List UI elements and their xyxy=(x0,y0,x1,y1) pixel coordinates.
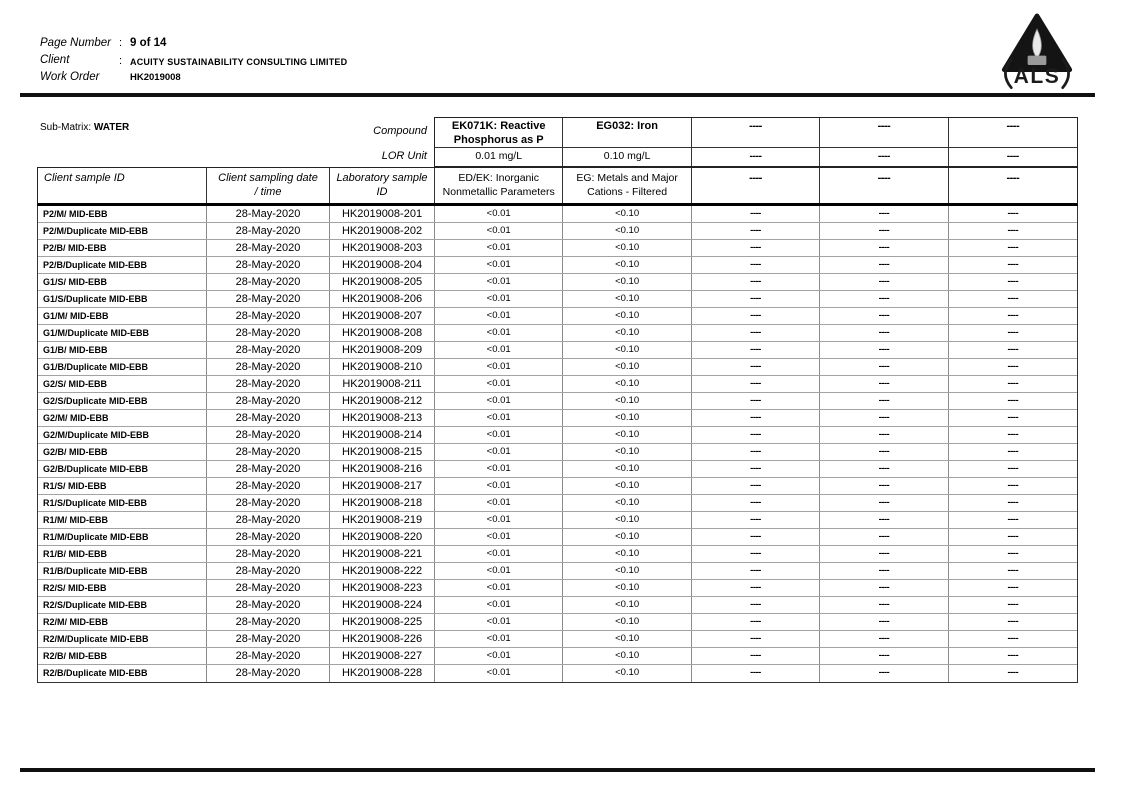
result-cell-phosphorus: <0.01 xyxy=(435,631,563,647)
page-number-value: 9 of 14 xyxy=(130,37,167,49)
result-cell-dash: ---- xyxy=(1007,616,1019,627)
sample-id-cell: R1/S/ MID-EBB xyxy=(38,478,207,494)
sampling-date-cell: 28-May-2020 xyxy=(207,427,330,443)
table-row xyxy=(38,529,1077,546)
table-row xyxy=(38,325,1077,342)
table-row xyxy=(38,444,1077,461)
table-row xyxy=(38,376,1077,393)
result-cell-iron: <0.10 xyxy=(563,648,691,664)
table-row xyxy=(38,614,1077,631)
sample-id-cell: G1/S/ MID-EBB xyxy=(38,274,207,290)
result-cell-dash: ---- xyxy=(1007,446,1019,457)
lab-sample-id-cell: HK2019008-203 xyxy=(330,240,435,256)
compound-row-label: Compound xyxy=(373,125,427,137)
table-body xyxy=(37,206,1078,683)
result-cell-phosphorus: <0.01 xyxy=(435,427,563,443)
result-cell-phosphorus: <0.01 xyxy=(435,580,563,596)
result-cell-phosphorus: <0.01 xyxy=(435,665,563,682)
lab-sample-id-cell: HK2019008-211 xyxy=(330,376,435,392)
col-header-lab-sample-id xyxy=(330,168,435,203)
table-row xyxy=(38,546,1077,563)
result-cell-iron: <0.10 xyxy=(563,563,691,579)
lab-sample-id-cell: HK2019008-208 xyxy=(330,325,435,341)
result-cell-dash: ---- xyxy=(1007,395,1019,406)
lab-sample-id-cell: HK2019008-207 xyxy=(330,308,435,324)
lor-col-3: ---- xyxy=(692,148,820,166)
lab-sample-id-cell: HK2019008-227 xyxy=(330,648,435,664)
result-cell-dash: ---- xyxy=(1007,259,1019,270)
result-cell-dash: ---- xyxy=(1007,293,1019,304)
client-colon: : xyxy=(119,55,123,67)
result-cell-dash: ---- xyxy=(1007,650,1019,661)
result-cell-dash: ---- xyxy=(1007,242,1019,253)
result-cell-iron: <0.10 xyxy=(563,342,691,358)
result-cell-iron: <0.10 xyxy=(563,529,691,545)
result-cell-dash: ---- xyxy=(692,461,820,477)
result-cell-phosphorus: <0.01 xyxy=(435,342,563,358)
result-cell-iron: <0.10 xyxy=(563,665,691,682)
result-cell-dash: ---- xyxy=(692,274,820,290)
table-row xyxy=(38,478,1077,495)
compound-col-2: EG032: Iron xyxy=(563,118,691,148)
sample-id-cell: R2/S/Duplicate MID-EBB xyxy=(38,597,207,613)
lab-sample-id-cell: HK2019008-213 xyxy=(330,410,435,426)
sample-id-cell: R2/B/ MID-EBB xyxy=(38,648,207,664)
sampling-date-cell: 28-May-2020 xyxy=(207,631,330,647)
result-cell-dash: ---- xyxy=(692,648,820,664)
lab-sample-id-cell: HK2019008-221 xyxy=(330,546,435,562)
lab-sample-id-cell: HK2019008-228 xyxy=(330,665,435,682)
result-cell-dash: ---- xyxy=(692,359,820,375)
result-cell-phosphorus: <0.01 xyxy=(435,495,563,511)
sampling-date-cell: 28-May-2020 xyxy=(207,223,330,239)
sampling-date-cell: 28-May-2020 xyxy=(207,529,330,545)
result-cell-dash: ---- xyxy=(692,308,820,324)
lab-sample-id-cell: HK2019008-223 xyxy=(330,580,435,596)
sampling-date-cell: 28-May-2020 xyxy=(207,546,330,562)
result-cell-dash: ---- xyxy=(820,580,948,596)
result-cell-dash: ---- xyxy=(820,665,948,682)
result-cell-dash: ---- xyxy=(692,410,820,426)
result-cell-dash: ---- xyxy=(1007,463,1019,474)
result-cell-dash: ---- xyxy=(820,393,948,409)
table-row xyxy=(38,308,1077,325)
lab-sample-id-cell: HK2019008-219 xyxy=(330,512,435,528)
sample-id-cell: R2/S/ MID-EBB xyxy=(38,580,207,596)
result-cell-dash: ---- xyxy=(692,393,820,409)
lor-col-4: ---- xyxy=(820,148,948,166)
sampling-date-cell: 28-May-2020 xyxy=(207,257,330,273)
sample-id-cell: R1/S/Duplicate MID-EBB xyxy=(38,495,207,511)
sample-id-cell: G2/B/Duplicate MID-EBB xyxy=(38,461,207,477)
client-label: Client xyxy=(40,54,70,66)
sampling-date-cell: 28-May-2020 xyxy=(207,325,330,341)
sample-id-cell: R1/B/Duplicate MID-EBB xyxy=(38,563,207,579)
sampling-date-cell: 28-May-2020 xyxy=(207,359,330,375)
table-row xyxy=(38,665,1077,682)
result-cell-iron: <0.10 xyxy=(563,410,691,426)
sampling-date-cell: 28-May-2020 xyxy=(207,495,330,511)
result-cell-dash: ---- xyxy=(692,529,820,545)
sampling-date-cell: 28-May-2020 xyxy=(207,308,330,324)
lor-col-5: ---- xyxy=(1006,150,1019,162)
result-cell-dash: ---- xyxy=(820,631,948,647)
sample-id-cell: R1/B/ MID-EBB xyxy=(38,546,207,562)
result-cell-phosphorus: <0.01 xyxy=(435,444,563,460)
col-header-dash-3: ---- xyxy=(1006,172,1020,184)
result-cell-dash: ---- xyxy=(1007,327,1019,338)
table-row xyxy=(38,512,1077,529)
sampling-date-cell: 28-May-2020 xyxy=(207,597,330,613)
result-cell-dash: ---- xyxy=(1007,378,1019,389)
table-row xyxy=(38,274,1077,291)
result-cell-dash: ---- xyxy=(692,580,820,596)
sample-id-cell: G1/S/Duplicate MID-EBB xyxy=(38,291,207,307)
result-cell-dash: ---- xyxy=(820,359,948,375)
result-cell-dash: ---- xyxy=(692,240,820,256)
result-cell-dash: ---- xyxy=(820,257,948,273)
sampling-date-cell: 28-May-2020 xyxy=(207,580,330,596)
result-cell-dash: ---- xyxy=(1007,480,1019,491)
sampling-date-cell: 28-May-2020 xyxy=(207,614,330,630)
sampling-date-cell: 28-May-2020 xyxy=(207,410,330,426)
table-row xyxy=(38,563,1077,580)
work-order-value: HK2019008 xyxy=(130,72,181,83)
sample-id-cell: G2/M/ MID-EBB xyxy=(38,410,207,426)
compound-header-box xyxy=(434,117,1078,167)
sample-id-cell: P2/M/Duplicate MID-EBB xyxy=(38,223,207,239)
result-cell-dash: ---- xyxy=(1007,514,1019,525)
result-cell-phosphorus: <0.01 xyxy=(435,410,563,426)
result-cell-dash: ---- xyxy=(820,291,948,307)
result-cell-dash: ---- xyxy=(820,563,948,579)
result-cell-phosphorus: <0.01 xyxy=(435,563,563,579)
result-cell-dash: ---- xyxy=(820,495,948,511)
sample-id-cell: G1/B/ MID-EBB xyxy=(38,342,207,358)
result-cell-dash: ---- xyxy=(692,631,820,647)
table-row xyxy=(38,631,1077,648)
table-row xyxy=(38,359,1077,376)
table-row xyxy=(38,257,1077,274)
sampling-date-cell: 28-May-2020 xyxy=(207,648,330,664)
result-cell-dash: ---- xyxy=(692,444,820,460)
result-cell-dash: ---- xyxy=(820,614,948,630)
result-cell-dash: ---- xyxy=(1007,531,1019,542)
table-row xyxy=(38,410,1077,427)
sampling-date-cell: 28-May-2020 xyxy=(207,444,330,460)
lab-sample-id-cell: HK2019008-206 xyxy=(330,291,435,307)
result-cell-phosphorus: <0.01 xyxy=(435,206,563,222)
result-cell-phosphorus: <0.01 xyxy=(435,240,563,256)
column-header-row xyxy=(37,167,1078,206)
table-row xyxy=(38,291,1077,308)
result-cell-dash: ---- xyxy=(820,512,948,528)
lab-sample-id-cell: HK2019008-201 xyxy=(330,206,435,222)
result-cell-iron: <0.10 xyxy=(563,631,691,647)
sampling-date-cell: 28-May-2020 xyxy=(207,376,330,392)
result-cell-dash: ---- xyxy=(692,342,820,358)
als-logo xyxy=(998,12,1076,90)
result-cell-phosphorus: <0.01 xyxy=(435,359,563,375)
sample-id-cell: G1/B/Duplicate MID-EBB xyxy=(38,359,207,375)
lab-sample-id-cell: HK2019008-209 xyxy=(330,342,435,358)
lab-sample-id-cell: HK2019008-210 xyxy=(330,359,435,375)
result-cell-iron: <0.10 xyxy=(563,257,691,273)
result-cell-dash: ---- xyxy=(820,325,948,341)
lab-sample-id-cell: HK2019008-220 xyxy=(330,529,435,545)
result-cell-phosphorus: <0.01 xyxy=(435,512,563,528)
result-cell-dash: ---- xyxy=(1007,565,1019,576)
result-cell-iron: <0.10 xyxy=(563,308,691,324)
lab-sample-id-cell: HK2019008-205 xyxy=(330,274,435,290)
sampling-date-cell: 28-May-2020 xyxy=(207,206,330,222)
lab-sample-id-cell: HK2019008-202 xyxy=(330,223,435,239)
result-cell-dash: ---- xyxy=(820,308,948,324)
result-cell-dash: ---- xyxy=(1007,429,1019,440)
sampling-date-cell: 28-May-2020 xyxy=(207,240,330,256)
result-cell-dash: ---- xyxy=(1007,497,1019,508)
page-number-label: Page Number xyxy=(40,37,111,49)
result-cell-dash: ---- xyxy=(692,597,820,613)
sampling-date-cell: 28-May-2020 xyxy=(207,291,330,307)
lab-sample-id-cell: HK2019008-218 xyxy=(330,495,435,511)
sample-id-cell: G2/B/ MID-EBB xyxy=(38,444,207,460)
result-cell-dash: ---- xyxy=(692,614,820,630)
result-cell-phosphorus: <0.01 xyxy=(435,291,563,307)
result-cell-dash: ---- xyxy=(692,291,820,307)
result-cell-phosphorus: <0.01 xyxy=(435,648,563,664)
result-cell-dash: ---- xyxy=(1007,548,1019,559)
lor-unit-row-label: LOR Unit xyxy=(381,150,427,162)
lab-sample-id-cell: HK2019008-217 xyxy=(330,478,435,494)
result-cell-iron: <0.10 xyxy=(563,461,691,477)
sampling-date-cell: 28-May-2020 xyxy=(207,461,330,477)
table-row xyxy=(38,597,1077,614)
result-cell-dash: ---- xyxy=(1007,412,1019,423)
result-cell-iron: <0.10 xyxy=(563,240,691,256)
col-header-sampling-date-line1: Client sampling date xyxy=(218,172,318,184)
result-cell-dash: ---- xyxy=(1007,599,1019,610)
result-cell-phosphorus: <0.01 xyxy=(435,257,563,273)
result-cell-dash: ---- xyxy=(1007,361,1019,372)
result-cell-iron: <0.10 xyxy=(563,376,691,392)
result-cell-dash: ---- xyxy=(820,597,948,613)
lab-sample-id-cell: HK2019008-224 xyxy=(330,597,435,613)
result-cell-dash: ---- xyxy=(820,427,948,443)
result-cell-iron: <0.10 xyxy=(563,597,691,613)
result-cell-dash: ---- xyxy=(820,223,948,239)
lab-sample-id-cell: HK2019008-216 xyxy=(330,461,435,477)
col-header-lab-sample-line1: Laboratory sample xyxy=(336,172,428,184)
result-cell-dash: ---- xyxy=(692,665,820,682)
compound-col-5: ---- xyxy=(949,118,1077,148)
result-cell-iron: <0.10 xyxy=(563,274,691,290)
compound-col-3: ---- xyxy=(692,118,820,148)
logo-candle-icon xyxy=(1028,56,1047,65)
lor-col-2: 0.10 mg/L xyxy=(563,148,691,166)
result-cell-phosphorus: <0.01 xyxy=(435,597,563,613)
sampling-date-cell: 28-May-2020 xyxy=(207,274,330,290)
sampling-date-cell: 28-May-2020 xyxy=(207,665,330,682)
result-cell-phosphorus: <0.01 xyxy=(435,308,563,324)
sampling-date-cell: 28-May-2020 xyxy=(207,342,330,358)
client-value: ACUITY SUSTAINABILITY CONSULTING LIMITED xyxy=(130,57,348,67)
sub-matrix-value: WATER xyxy=(93,122,130,133)
result-cell-dash: ---- xyxy=(1007,344,1019,355)
lab-sample-id-cell: HK2019008-214 xyxy=(330,427,435,443)
result-cell-dash: ---- xyxy=(1007,225,1019,236)
result-cell-iron: <0.10 xyxy=(563,325,691,341)
result-cell-dash: ---- xyxy=(820,529,948,545)
result-cell-phosphorus: <0.01 xyxy=(435,529,563,545)
sample-id-cell: R2/B/Duplicate MID-EBB xyxy=(38,665,207,682)
sample-id-cell: G2/M/Duplicate MID-EBB xyxy=(38,427,207,443)
result-cell-dash: ---- xyxy=(820,546,948,562)
table-row xyxy=(38,461,1077,478)
result-cell-dash: ---- xyxy=(820,206,948,222)
compound-col-1: EK071K: Reactive Phosphorus as P xyxy=(435,118,563,148)
results-table xyxy=(37,117,1078,683)
col-header-dash-1: ---- xyxy=(692,168,820,203)
sample-id-cell: R1/M/Duplicate MID-EBB xyxy=(38,529,207,545)
lab-sample-id-cell: HK2019008-212 xyxy=(330,393,435,409)
result-cell-dash: ---- xyxy=(692,206,820,222)
result-cell-phosphorus: <0.01 xyxy=(435,376,563,392)
result-cell-iron: <0.10 xyxy=(563,512,691,528)
result-cell-dash: ---- xyxy=(692,427,820,443)
sample-id-cell: R2/M/ MID-EBB xyxy=(38,614,207,630)
sample-id-cell: P2/B/Duplicate MID-EBB xyxy=(38,257,207,273)
result-cell-iron: <0.10 xyxy=(563,223,691,239)
result-cell-dash: ---- xyxy=(692,223,820,239)
result-cell-dash: ---- xyxy=(692,257,820,273)
sample-id-cell: G2/S/ MID-EBB xyxy=(38,376,207,392)
col-header-sampling-date xyxy=(207,168,330,203)
sample-id-cell: G1/M/Duplicate MID-EBB xyxy=(38,325,207,341)
result-cell-dash: ---- xyxy=(1007,667,1019,678)
result-cell-dash: ---- xyxy=(820,410,948,426)
work-order-label: Work Order xyxy=(40,71,100,83)
result-cell-dash: ---- xyxy=(692,478,820,494)
sample-id-cell: R2/M/Duplicate MID-EBB xyxy=(38,631,207,647)
sampling-date-cell: 28-May-2020 xyxy=(207,478,330,494)
result-cell-dash: ---- xyxy=(820,376,948,392)
result-cell-phosphorus: <0.01 xyxy=(435,223,563,239)
result-cell-phosphorus: <0.01 xyxy=(435,393,563,409)
result-cell-phosphorus: <0.01 xyxy=(435,274,563,290)
result-cell-dash: ---- xyxy=(692,325,820,341)
col-header-method-eg: EG: Metals and Major Cations - Filtered xyxy=(563,168,691,203)
table-row xyxy=(38,393,1077,410)
result-cell-dash: ---- xyxy=(692,495,820,511)
sampling-date-cell: 28-May-2020 xyxy=(207,512,330,528)
result-cell-phosphorus: <0.01 xyxy=(435,546,563,562)
table-row xyxy=(38,206,1077,223)
col-header-dash-2: ---- xyxy=(820,168,948,203)
compound-col-4: ---- xyxy=(820,118,948,148)
result-cell-iron: <0.10 xyxy=(563,478,691,494)
sample-id-cell: P2/B/ MID-EBB xyxy=(38,240,207,256)
result-cell-dash: ---- xyxy=(820,648,948,664)
result-cell-dash: ---- xyxy=(820,240,948,256)
result-cell-iron: <0.10 xyxy=(563,580,691,596)
col-header-method-edek: ED/EK: Inorganic Nonmetallic Parameters xyxy=(435,168,563,203)
lab-sample-id-cell: HK2019008-225 xyxy=(330,614,435,630)
result-cell-iron: <0.10 xyxy=(563,444,691,460)
sampling-date-cell: 28-May-2020 xyxy=(207,563,330,579)
result-cell-dash: ---- xyxy=(1007,310,1019,321)
footer-divider xyxy=(20,768,1095,772)
result-cell-iron: <0.10 xyxy=(563,614,691,630)
result-cell-dash: ---- xyxy=(820,478,948,494)
table-row xyxy=(38,495,1077,512)
lab-sample-id-cell: HK2019008-222 xyxy=(330,563,435,579)
lor-col-1: 0.01 mg/L xyxy=(435,148,563,166)
table-row xyxy=(38,240,1077,257)
result-cell-phosphorus: <0.01 xyxy=(435,325,563,341)
sample-id-cell: P2/M/ MID-EBB xyxy=(38,206,207,222)
result-cell-dash: ---- xyxy=(820,444,948,460)
result-cell-phosphorus: <0.01 xyxy=(435,614,563,630)
result-cell-dash: ---- xyxy=(1007,276,1019,287)
table-row xyxy=(38,342,1077,359)
result-cell-iron: <0.10 xyxy=(563,206,691,222)
sample-id-cell: G1/M/ MID-EBB xyxy=(38,308,207,324)
result-cell-dash: ---- xyxy=(820,342,948,358)
result-cell-dash: ---- xyxy=(1007,582,1019,593)
result-cell-dash: ---- xyxy=(820,274,948,290)
header-divider xyxy=(20,93,1095,97)
result-cell-dash: ---- xyxy=(692,563,820,579)
table-row xyxy=(38,223,1077,240)
page-number-colon: : xyxy=(119,37,123,49)
table-row xyxy=(38,427,1077,444)
result-cell-dash: ---- xyxy=(1007,633,1019,644)
result-cell-iron: <0.10 xyxy=(563,546,691,562)
lab-sample-id-cell: HK2019008-215 xyxy=(330,444,435,460)
result-cell-dash: ---- xyxy=(820,461,948,477)
result-cell-dash: ---- xyxy=(692,546,820,562)
sample-id-cell: R1/M/ MID-EBB xyxy=(38,512,207,528)
sample-id-cell: G2/S/Duplicate MID-EBB xyxy=(38,393,207,409)
table-row xyxy=(38,580,1077,597)
col-header-client-sample-id: Client sample ID xyxy=(38,168,207,203)
sampling-date-cell: 28-May-2020 xyxy=(207,393,330,409)
result-cell-dash: ---- xyxy=(1007,208,1019,219)
col-header-lab-sample-line2: ID xyxy=(376,185,388,198)
lab-sample-id-cell: HK2019008-226 xyxy=(330,631,435,647)
lab-sample-id-cell: HK2019008-204 xyxy=(330,257,435,273)
table-row xyxy=(38,648,1077,665)
result-cell-iron: <0.10 xyxy=(563,427,691,443)
result-cell-iron: <0.10 xyxy=(563,359,691,375)
result-cell-iron: <0.10 xyxy=(563,393,691,409)
sub-matrix-label: Sub-Matrix: xyxy=(40,122,92,133)
logo-text: ALS xyxy=(1013,64,1061,88)
result-cell-iron: <0.10 xyxy=(563,495,691,511)
result-cell-dash: ---- xyxy=(692,512,820,528)
result-cell-phosphorus: <0.01 xyxy=(435,461,563,477)
result-cell-dash: ---- xyxy=(692,376,820,392)
result-cell-phosphorus: <0.01 xyxy=(435,478,563,494)
col-header-sampling-date-line2: / time xyxy=(254,185,282,198)
result-cell-iron: <0.10 xyxy=(563,291,691,307)
